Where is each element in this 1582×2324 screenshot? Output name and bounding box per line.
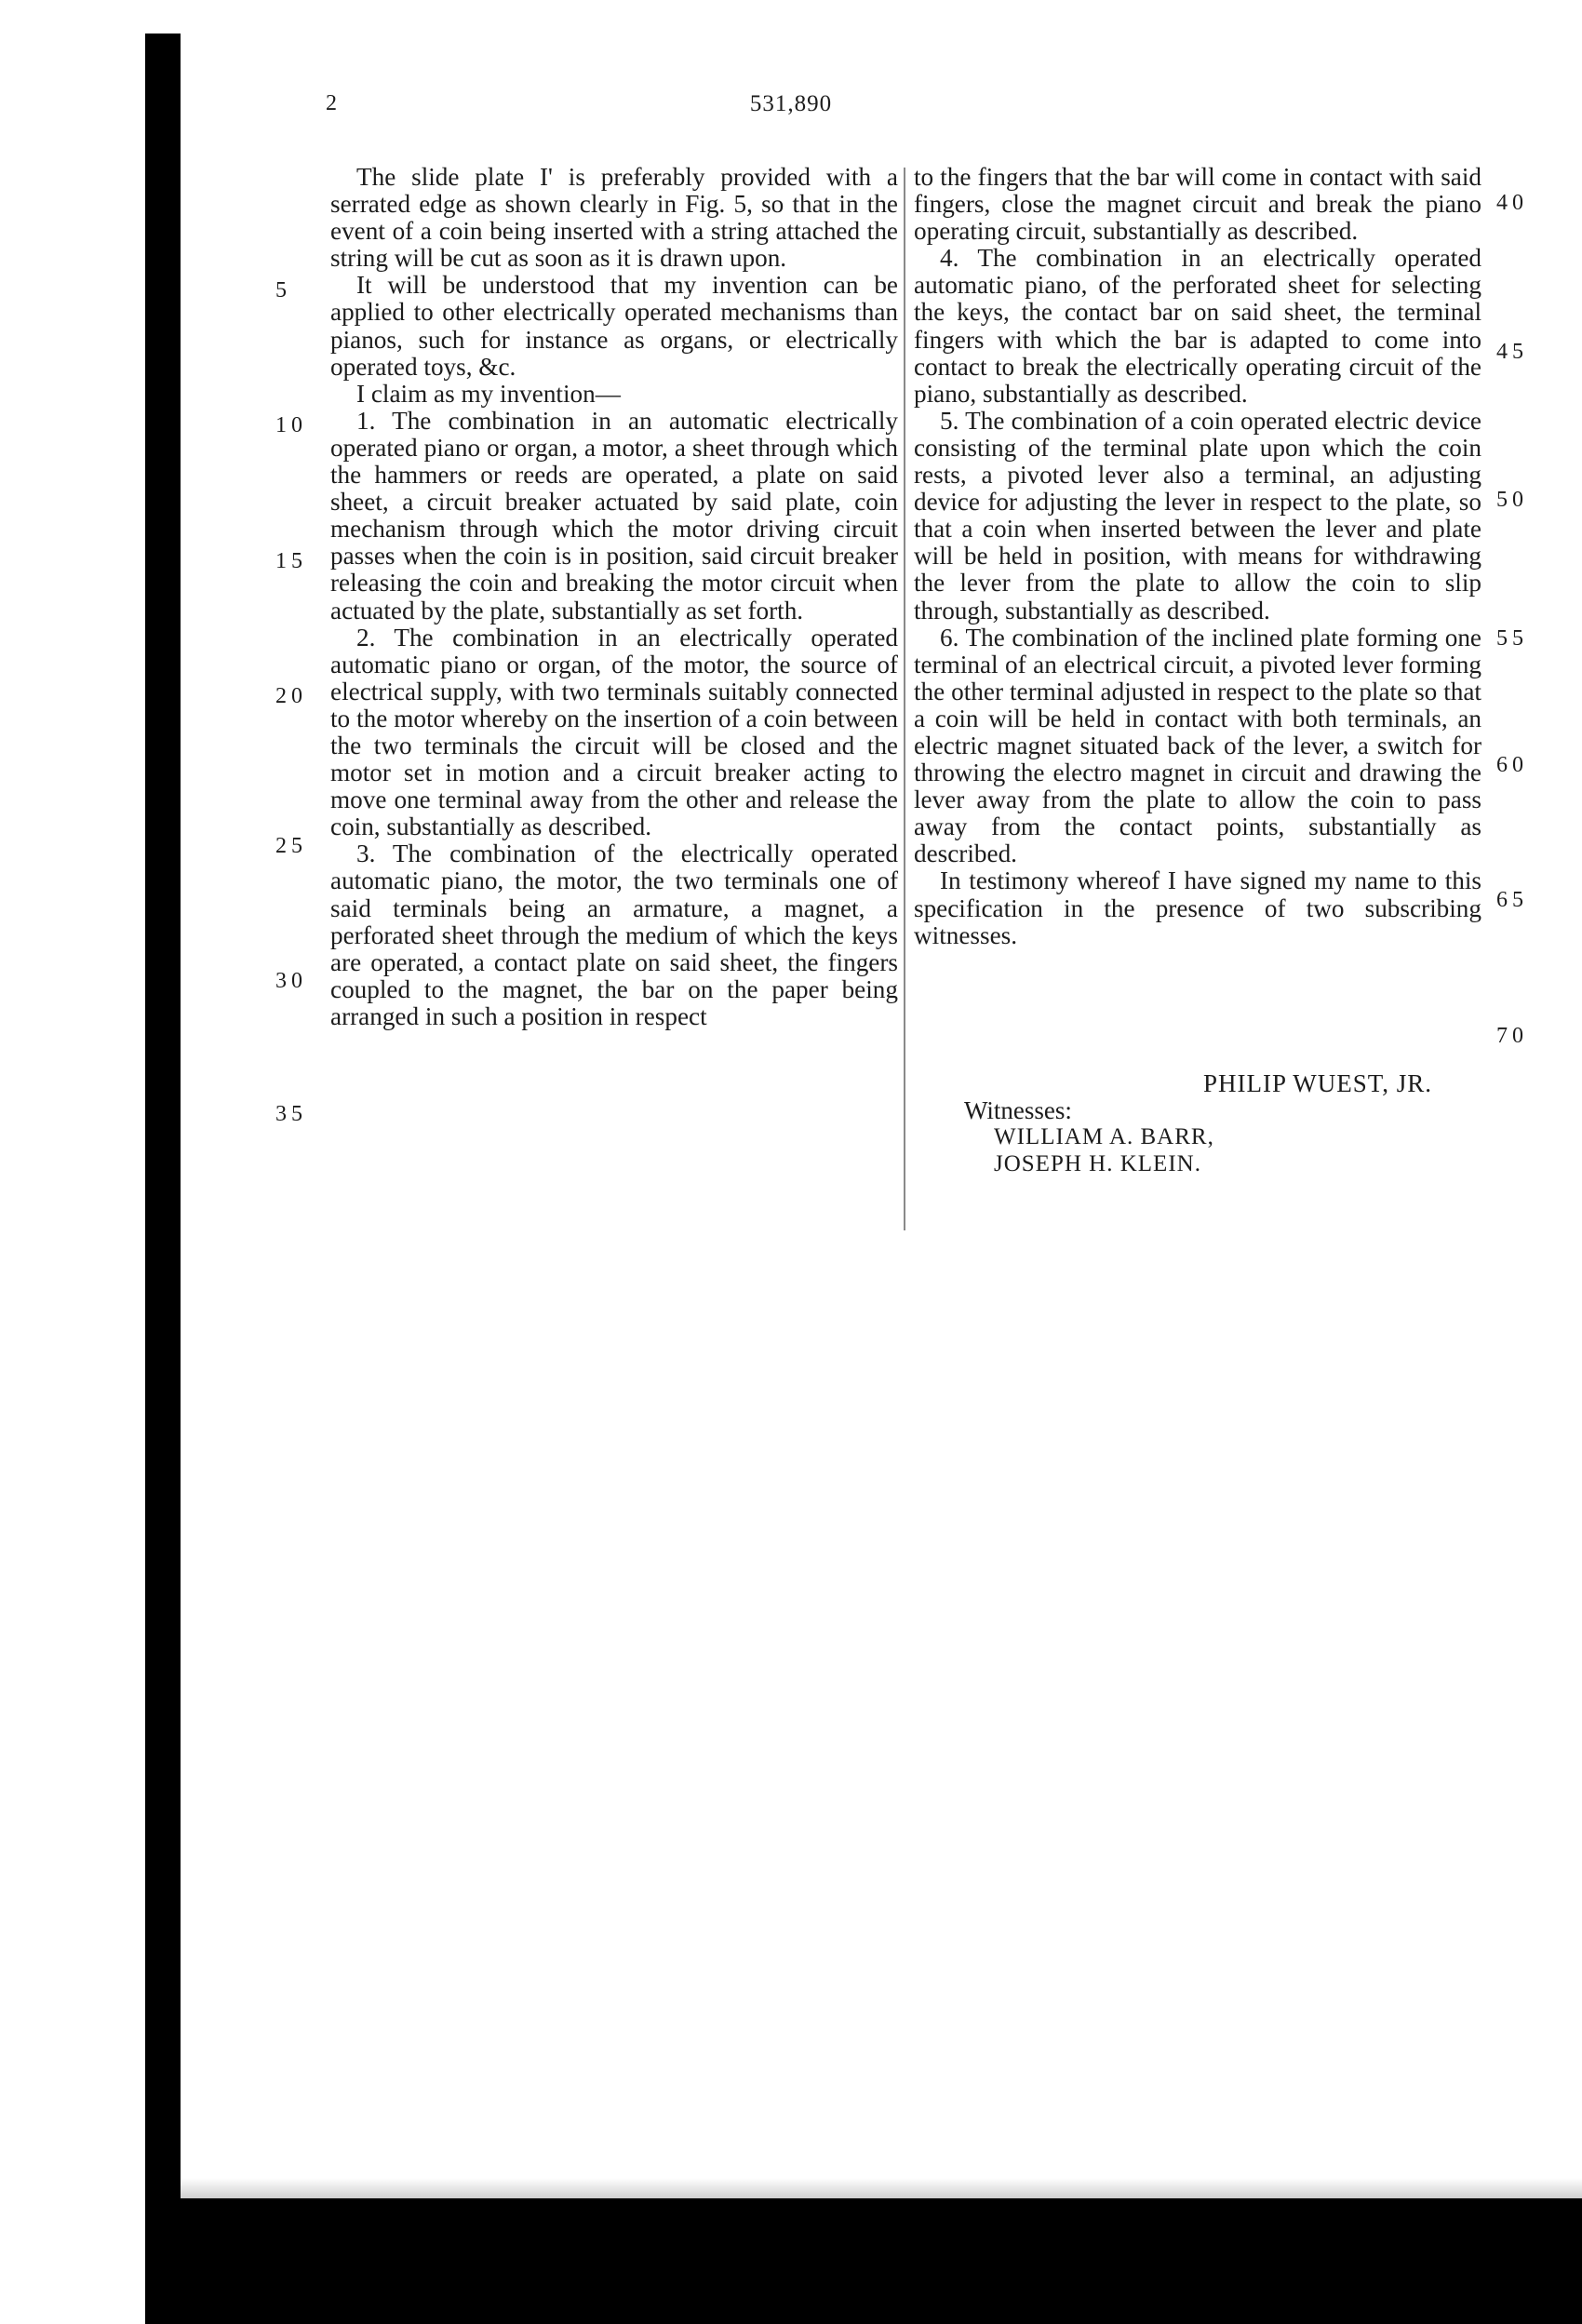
inventor-signature: PHILIP WUEST, JR.	[1203, 1069, 1433, 1097]
line-number: 15	[275, 549, 307, 573]
line-number: 35	[275, 1102, 307, 1126]
claim-3: 3. The combination of the electrically operated automatic piano, the motor, the two terminals one of said terminals being an armature, a magnet, a perforated sheet through the medium of which the keys are operated, a contact plate on said sheet, the fingers coupled to the magnet, the bar on the paper being arranged in such a position in respect	[330, 840, 898, 1030]
line-number: 40	[1496, 191, 1528, 215]
line-number: 30	[275, 969, 307, 993]
line-number: 60	[1496, 753, 1528, 777]
claim-5: 5. The combination of a coin operated electric device consisting of the terminal plate upon which the coin rests, a pivoted lever also a terminal, an adjusting device for adjusting the lever in respect to the plate, so that a coin when inserted between the lever and plate will be held in position, with means for withdrawing the lever from the plate to allow the coin to slip through, substantially as described.	[914, 406, 1481, 625]
right-text-column	[914, 164, 1481, 949]
claim-intro: I claim as my invention—	[356, 379, 621, 408]
scan-border-bottom	[145, 2198, 1582, 2324]
line-number: 5	[275, 278, 291, 302]
left-text-column	[330, 164, 898, 1030]
claim-2: 2. The combination in an electrically operated automatic piano or organ, of the motor, the source of electrical supply, with two terminals suitably connected to the motor whereby on the insertion of a coin between the two terminals the circuit will be closed and the motor set in motion and a circuit breaker acting to move one terminal away from the other and release the coin, substantially as described.	[330, 623, 898, 841]
line-number: 70	[1496, 1024, 1528, 1048]
paragraph: The slide plate I' is preferably provided with a serrated edge as shown clearly in Fig. 5, so that in the event of a coin being inserted with a string attached the string will be cut as soon as it is drawn upon.	[330, 163, 898, 273]
line-number: 20	[275, 684, 307, 708]
witnesses-label: Witnesses:	[964, 1096, 1072, 1124]
witness-name: JOSEPH H. KLEIN.	[994, 1151, 1201, 1176]
witness-name: WILLIAM A. BARR,	[994, 1124, 1214, 1149]
testimony: In testimony whereof I have signed my name to this specification in the presence of two subscribing witnesses.	[914, 866, 1481, 949]
claim-3-continued: to the fingers that the bar will come in contact with said fingers, close the magnet circuit and break the piano operating circuit, substantially as described.	[914, 163, 1481, 246]
patent-number: 531,890	[749, 91, 833, 116]
line-number: 25	[275, 834, 307, 858]
claim-4: 4. The combination in an electrically operated automatic piano, of the perforated sheet for selecting the keys, the contact bar on said sheet, the terminal fingers with which the bar is adapted to come into contact to break the electrically operating circuit of the piano, substantially as described.	[914, 244, 1481, 408]
scan-shadow-bottom	[181, 2178, 1582, 2198]
page-number: 2	[326, 91, 337, 115]
line-number: 65	[1496, 888, 1528, 912]
line-number: 10	[275, 413, 307, 437]
claim-6: 6. The combination of the inclined plate forming one terminal of an electrical circuit, a pivoted lever forming the other terminal adjusted in respect to the plate so that a coin will be held in contact with both terminals, an electric magnet situated back of the lever, a switch for throwing the electro magnet in circuit and drawing the lever away from the plate to allow the coin to pass away from the contact points, substantially as described.	[914, 623, 1481, 868]
scan-border-left	[145, 34, 181, 2286]
line-number: 50	[1496, 488, 1528, 512]
line-number: 45	[1496, 340, 1528, 364]
line-number: 55	[1496, 626, 1528, 651]
claim-1: 1. The combination in an automatic electrically operated piano or organ, a motor, a sheet through which the hammers or reeds are operated, a plate on said sheet, a circuit breaker actuated by said plate, coin mechanism through which the motor driving circuit passes when the coin is in position, said circuit breaker releasing the coin and breaking the motor circuit when actuated by the plate, substantially as set forth.	[330, 406, 898, 625]
column-divider	[904, 168, 905, 1230]
paragraph: It will be understood that my invention can be applied to other electrically operated mechanisms than pianos, such for instance as organs, or electrically operated toys, &c.	[330, 271, 898, 381]
